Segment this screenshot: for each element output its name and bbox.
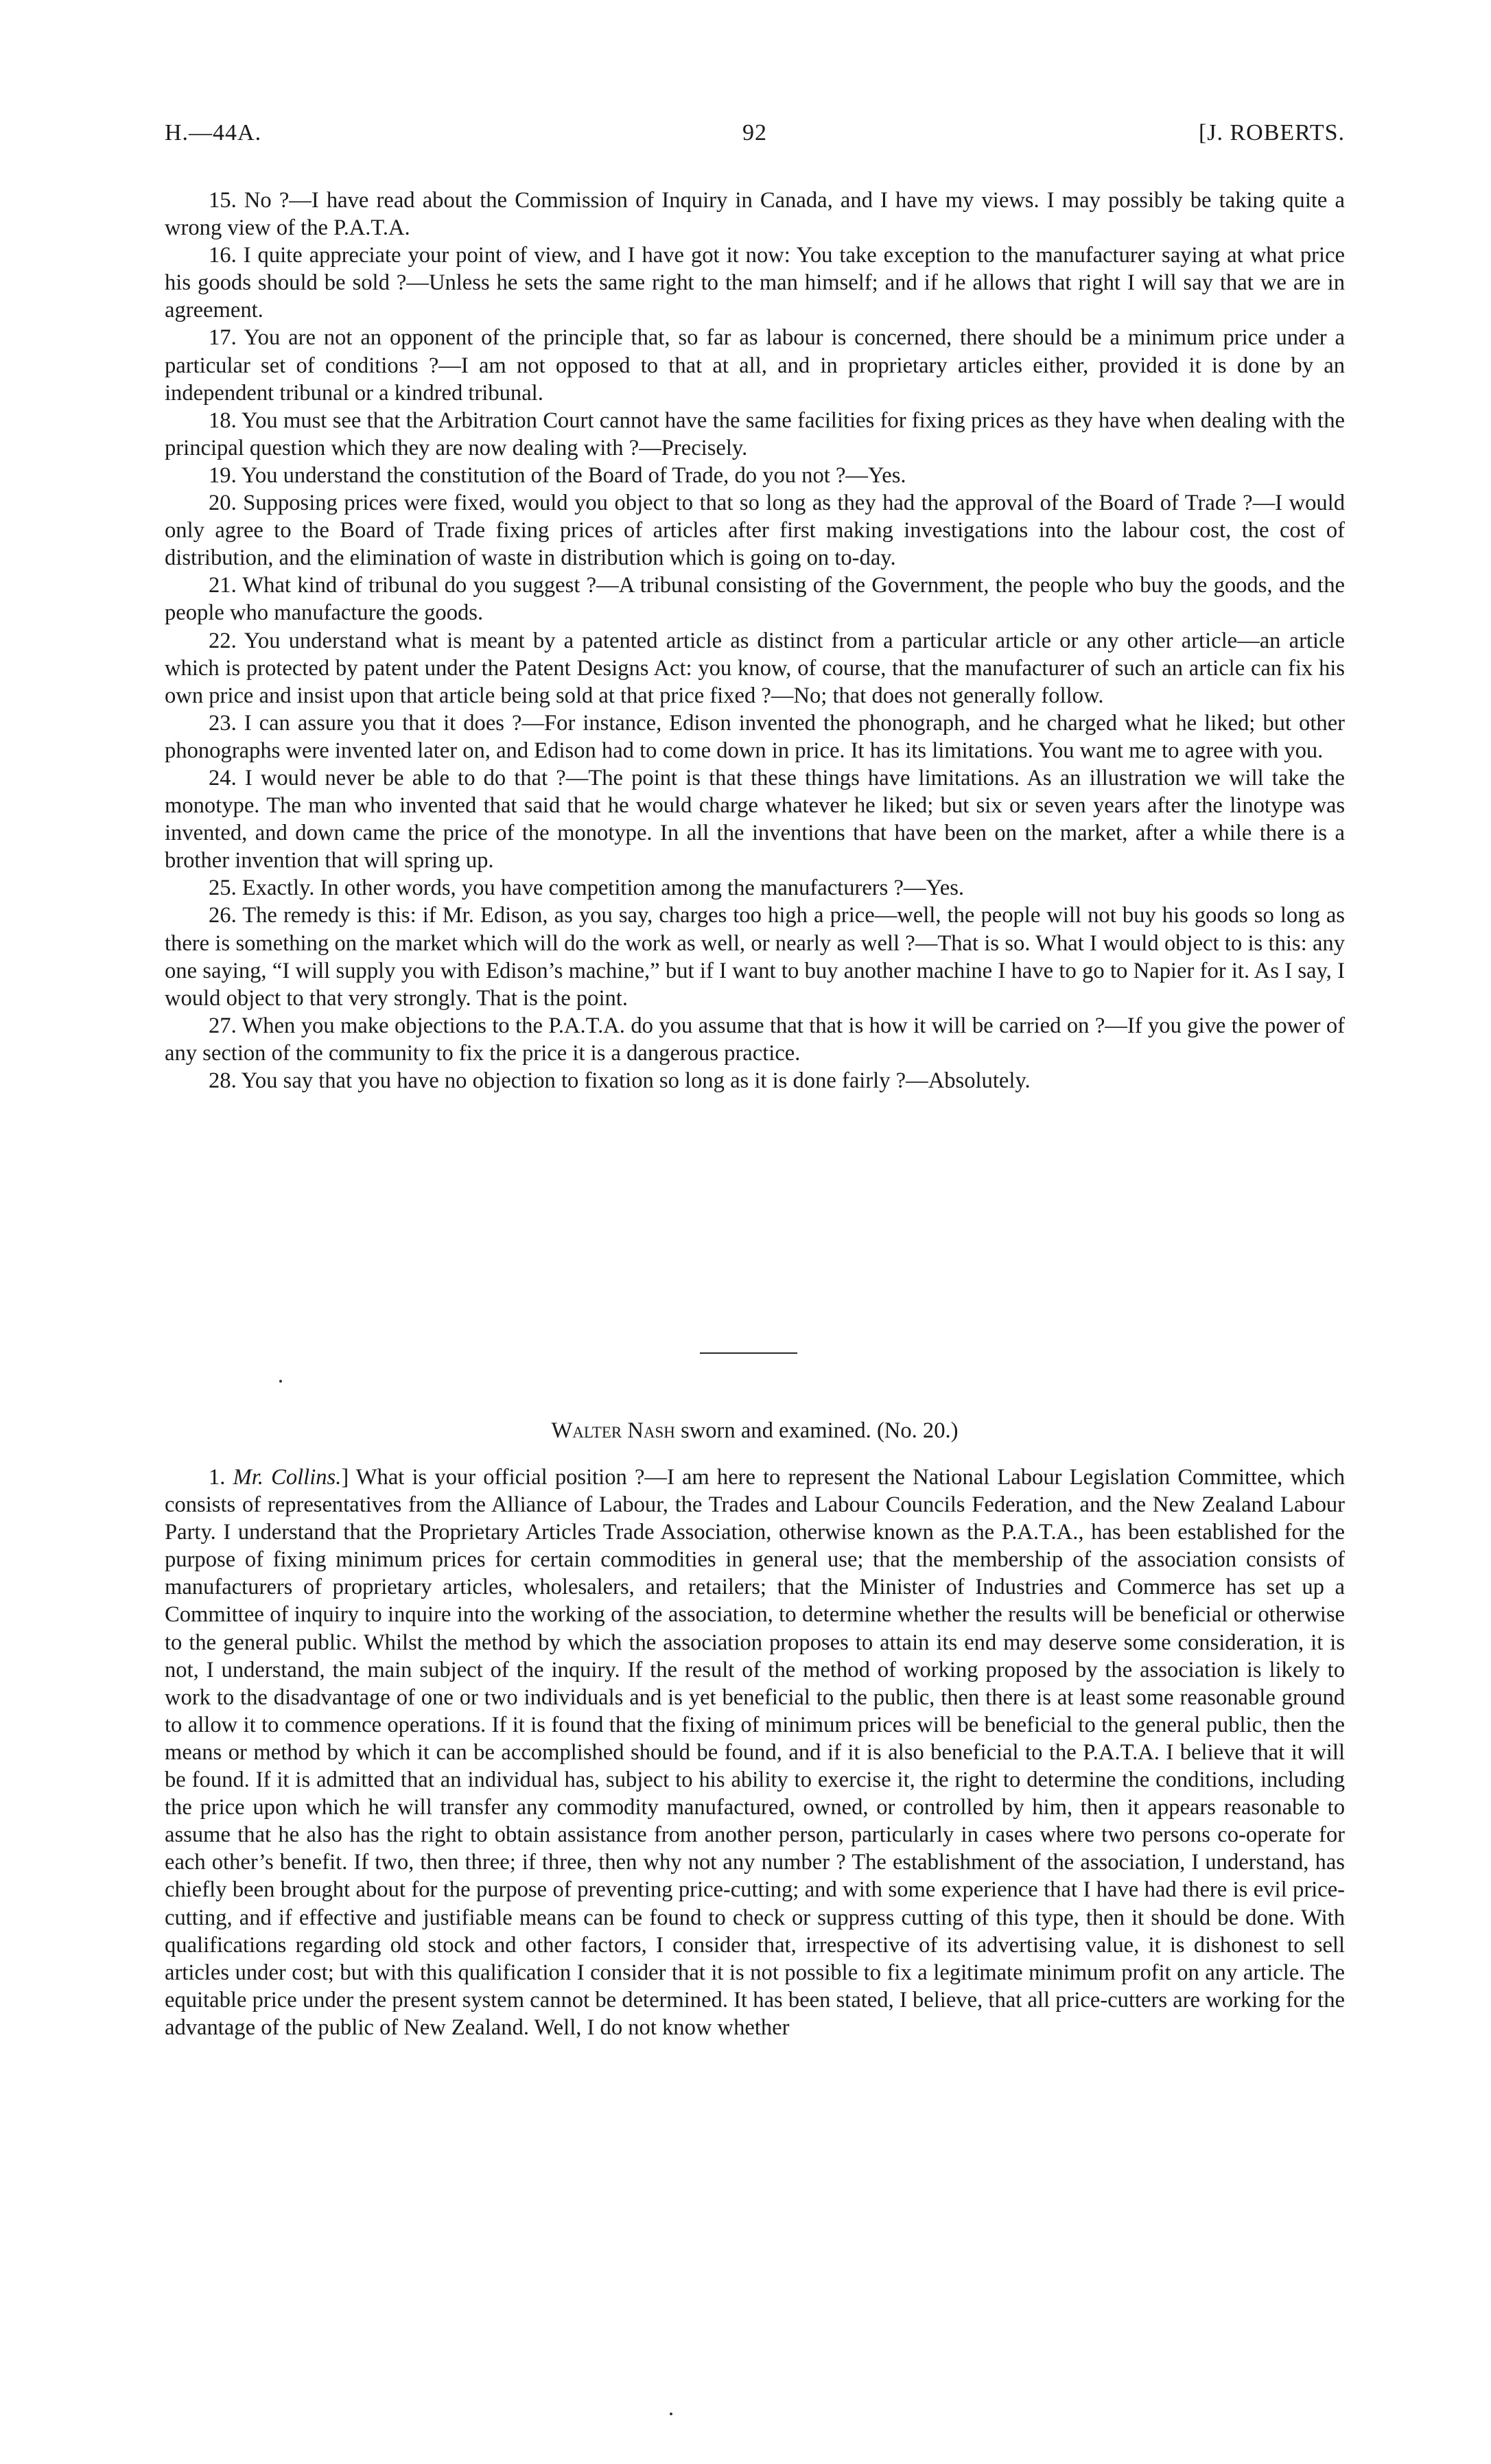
questioner-name: Mr. Collins.: [233, 1465, 342, 1490]
witness-heading: [165, 1418, 1345, 1444]
qa-paragraph: 17. You are not an opponent of the principle that, so far as labour is concerned, there should be a minimum price under a particular set of conditions ?—I am not opposed to that at all, and in proprietary articles either, provided it is done by an independent tribunal or a kindred tribunal.: [165, 325, 1345, 406]
qa-section: [165, 187, 1345, 1094]
testimony-text: ] What is your official position ?—I am here to represent the National Labour Legislation Committee, which consists of representatives from the Alliance of Labour, the Trades and Labour Councils Federation, and the New Zealand Labour Party. I understand that the Proprietary Articles Trade Association, otherwise known as the P.A.T.A., has been established for the purpose of fixing minimum prices for certain commodities in general use; that the membership of the association consists of manufacturers of proprietary articles, wholesalers, and retailers; that the Minister of Industries and Commerce has set up a Committee of inquiry to inquire into the working of the association, to determine whether the results will be beneficial or otherwise to the general public. Whilst the method by which the association proposes to attain its end may deserve some consideration, it is not, I understand, the main subject of the inquiry. If the result of the method of working proposed by the association is likely to work to the disadvantage of one or two individuals and is yet beneficial to the public, then there is at least some reasonable ground to allow it to commence operations. If it is found that the fixing of minimum prices will be beneficial to the general public, then the means or method by which it can be accomplished should be found, and if it is also beneficial to the P.A.T.A. I believe that it will be found. If it is admitted that an individual has, subject to his ability to exercise it, the right to determine the conditions, including the price upon which he will transfer any commodity manufactured, owned, or controlled by him, then it appears reasonable to assume that he also has the right to obtain assistance from another person, particularly in cases where two persons co-operate for each other’s benefit. If two, then three; if three, then why not any number ? The establishment of the association, I understand, has chiefly been brought about for the purpose of preventing price-cutting; and with some experience that I have had there is evil price-cutting, and if effective and justifiable means can be found to check or suppress cutting of this type, then it should be done. With qualifications regarding old stock and other factors, I consider that, irrespective of its advertising value, it is dishonest to sell articles under cost; but with this qualification I consider that it is not possible to fix a legitimate minimum profit on any article. The equitable price under the present system cannot be determined. It has been stated, I believe, that all price-cutters are working for the advantage of the public of New Zealand. Well, I do not know whether: [165, 1465, 1345, 2040]
qa-paragraph: 28. You say that you have no objection to fixation so long as it is done fairly ?—Absolutely.: [209, 1068, 1031, 1093]
qa-paragraph: 18. You must see that the Arbitration Court cannot have the same facilities for fixing prices as they have when dealing with the principal question which they are now dealing with ?—Precisely.: [165, 408, 1345, 460]
section-divider: [700, 1352, 797, 1354]
qa-paragraph: 21. What kind of tribunal do you suggest ?—A tribunal consisting of the Government, the people who buy the goods, and the people who manufacture the goods.: [165, 573, 1345, 626]
witness-heading-rest: sworn and examined. (No. 20.): [674, 1418, 959, 1443]
document-reference: H.—44A.: [165, 120, 262, 145]
qa-paragraph: 16. I quite appreciate your point of view, and I have got it now: You take exception to the manufacturer saying at what price his goods should be sold ?—Unless he sets the same right to the man himself; and if he allows that right I will say that we are in agreement.: [165, 243, 1345, 323]
witness-name: Walter Nash: [551, 1418, 675, 1443]
qa-paragraph: 25. Exactly. In other words, you have competition among the manufacturers ?—Yes.: [209, 876, 965, 901]
question-number: 1.: [209, 1465, 226, 1490]
nash-testimony: [165, 1464, 1345, 2041]
qa-paragraph: 20. Supposing prices were fixed, would you object to that so long as they had the approval of the Board of Trade ?—I would only agree to the Board of Trade fixing prices of articles after first making investigations into the labour cost, the cost of distribution, and the elimination of waste in distribution which is going on to-day.: [165, 491, 1345, 571]
qa-paragraph: 23. I can assure you that it does ?—For instance, Edison invented the phonograph, and he charged what he liked; but other phonographs were invented later on, and Edison had to come down in price. It has its limitations. You want me to agree with you.: [165, 710, 1345, 763]
qa-paragraph: 19. You understand the constitution of the Board of Trade, do you not ?—Yes.: [209, 462, 906, 488]
qa-paragraph: 15. No ?—I have read about the Commission of Inquiry in Canada, and I have my views. I may possibly be taking quite a wrong view of the P.A.T.A.: [165, 188, 1345, 241]
qa-paragraph: 27. When you make objections to the P.A.T.A. do you assume that that is how it will be carried on ?—If you give the power of any section of the community to fix the price it is a dangerous practice.: [165, 1013, 1345, 1066]
qa-paragraph: 22. You understand what is meant by a patented article as distinct from a particular article or any other article—an article which is protected by patent under the Patent Designs Act: you know, of course, that the manufacturer of such an article can fix his own price and insist upon that article being sold at that price fixed ?—No; that does not generally follow.: [165, 628, 1345, 708]
document-page: [165, 0, 1345, 2464]
qa-paragraph: 26. The remedy is this: if Mr. Edison, as you say, charges too high a price—well, the people will not buy his goods so long as there is something on the market which will do the work as well, or nearly as well ?—That is so. What I would object to is this: any one saying, “I will supply you with Edison’s machine,” but if I want to buy another machine I have to go to Napier for it. As I say, I would object to that very strongly. That is the point.: [165, 903, 1345, 1011]
page-number: 92: [742, 120, 767, 145]
testimony-paragraph: [165, 1464, 1345, 2041]
page-header: [165, 120, 1345, 161]
witness-running-head: [J. ROBERTS.: [1198, 120, 1345, 145]
print-speck: [279, 1380, 282, 1383]
print-speck: [670, 2413, 672, 2415]
qa-paragraph: 24. I would never be able to do that ?—The point is that these things have limitations. As an illustration we will take the monotype. The man who invented that said that he would charge whatever he liked; but six or seven years after the linotype was invented, and down came the price of the monotype. In all the inventions that have been on the market, after a while there is a brother invention that will spring up.: [165, 765, 1345, 873]
